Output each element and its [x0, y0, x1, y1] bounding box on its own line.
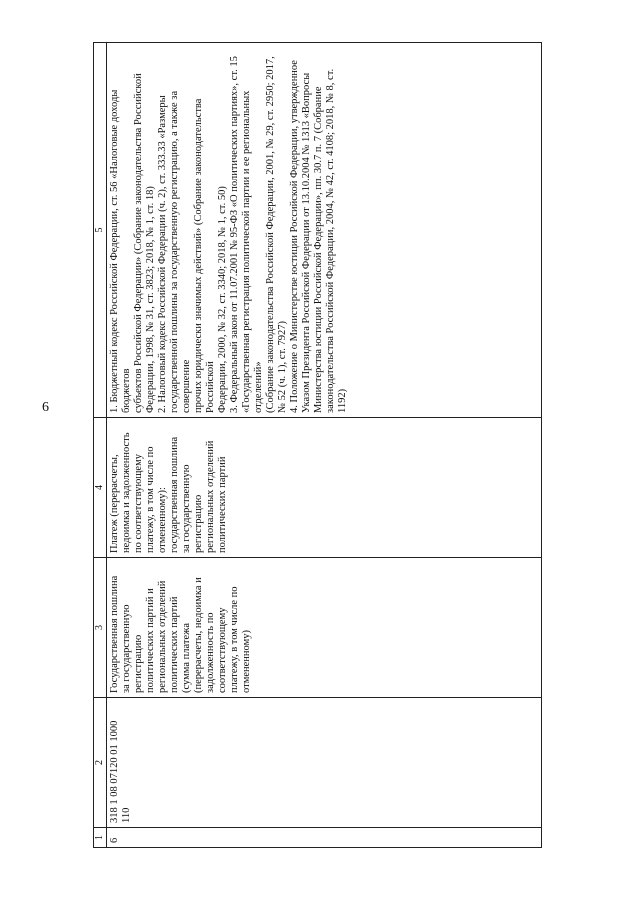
description-line: за государственную — [181, 464, 192, 553]
legal-basis-line: (Собрание законодательства Российской Федерации, 2001, № 29, ст. 2950; 2017, — [265, 56, 276, 413]
name-line: платежу, в том числе по — [229, 586, 240, 693]
legal-basis-line: 2. Налоговый кодекс Российской Федерации (ч. 2), ст. 333.33 «Размеры — [157, 95, 168, 413]
description-line: по соответствующему — [133, 454, 144, 553]
legal-basis-line: «Государственная регистрация политической партии и ее региональных отделений» — [241, 90, 264, 413]
code-line: 110 — [121, 807, 132, 823]
description-line: платежу, в том числе по — [145, 446, 156, 553]
legal-basis-cell — [107, 43, 542, 418]
name-line: Государственная пошлина — [109, 575, 120, 693]
name-line: отмененному) — [241, 630, 252, 693]
code-cell — [107, 698, 542, 828]
description-line: регистрацию — [193, 494, 204, 553]
description-line: недоимка и задолженность — [121, 432, 132, 553]
header-row — [94, 43, 107, 848]
page-number: 6 — [42, 400, 49, 415]
legal-basis-line: законодательства Российской Федерации, 2004, № 42, ст. 4108; 2018, № 8, ст. 1192) — [325, 68, 348, 413]
classification-table — [93, 42, 542, 848]
legal-basis-line: 4. Положение о Министерстве юстиции Российской Федерации, утвержденное — [289, 60, 300, 413]
legal-basis-line: субъектов Российской Федерации» (Собрание законодательства Российской — [133, 73, 144, 413]
header-col-4: 4 — [94, 418, 107, 558]
description-line: государственная пошлина — [169, 436, 180, 553]
row-number: 6 — [109, 837, 120, 843]
name-line: за государственную — [121, 604, 132, 693]
code-line: 318 1 08 07120 01 1000 — [109, 720, 120, 823]
row-number-cell — [107, 828, 542, 848]
header-col-3: 3 — [94, 558, 107, 698]
legal-basis-line: государственной пошлины за государственную регистрацию, а также за совершение — [169, 90, 192, 413]
legal-basis-line: № 52 (ч. 1), ст. 7927) — [277, 321, 288, 413]
name-line: политических партий и — [145, 588, 156, 693]
name-line: регистрацию — [133, 634, 144, 693]
name-line: (сумма платежа — [181, 622, 192, 693]
description-line: политических партий — [217, 456, 228, 553]
legal-basis-line: 3. Федеральный закон от 11.07.2001 № 95-ФЗ «О политических партиях», ст. 15 — [229, 56, 240, 413]
name-line: задолженность по — [205, 612, 216, 693]
legal-basis-line: прочих юридически значимых действий» (Собрание законодательства Российской — [193, 98, 216, 413]
legal-basis-line: Министерства юстиции Российской Федерации», пп. 30.7 п. 7 (Собрание — [313, 86, 324, 413]
header-col-2: 2 — [94, 698, 107, 828]
name-cell — [107, 558, 542, 698]
name-line: соответствующему — [217, 607, 228, 693]
name-line: (перерасчеты, недоимка и — [193, 577, 204, 693]
name-line: политических партий — [169, 596, 180, 693]
legal-basis-line: 1. Бюджетный кодекс Российской Федерации, ст. 56 «Налоговые доходы бюджетов — [109, 89, 132, 413]
legal-basis-line: Федерации, 1998, № 31, ст. 3823; 2018, № 1, ст. 18) — [145, 186, 156, 413]
header-col-5: 5 — [94, 43, 107, 418]
table-row — [107, 43, 542, 848]
name-line: региональных отделений — [157, 580, 168, 693]
legal-basis-line: Федерации, 2000, № 32, ст. 3340; 2018, № 1, ст. 50) — [217, 186, 228, 413]
description-line: отмененному): — [157, 487, 168, 553]
description-line: региональных отделений — [205, 440, 216, 553]
description-line: Платеж (перерасчеты, — [109, 454, 120, 553]
legal-basis-line: Указом Президента Российской Федерации от 13.10.2004 № 1313 «Вопросы — [301, 72, 312, 413]
description-cell — [107, 418, 542, 558]
header-col-1: 1 — [94, 828, 107, 848]
rotated-table-container — [93, 43, 548, 848]
